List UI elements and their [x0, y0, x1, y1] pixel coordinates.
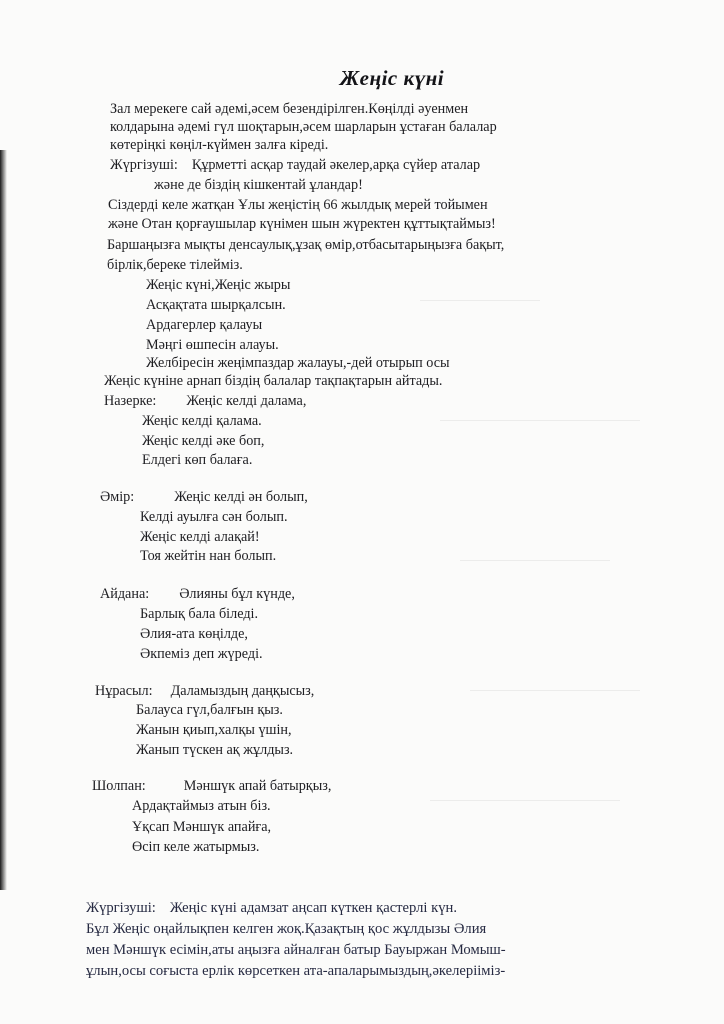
closing-line: Бұл Жеңіс оңайлықпен келген жоқ.Қазақтың қос жұлдызы Әлия	[86, 921, 487, 937]
host-text: Құрметті асқар таудай әкелер,арқа сүйер аталар	[191, 157, 481, 173]
poem-line: Ардагерлер қалауы	[146, 317, 263, 333]
verse-line: Жанып түскен ақ жұлдыз.	[136, 742, 294, 758]
verse-line: Жеңіс келді қалама.	[142, 413, 262, 429]
greeting-line: Баршаңызға мықты денсаулық,ұзақ өмір,отбасытарыңызға бақыт,	[107, 237, 505, 253]
verse-line: Өсіп келе жатырмыз.	[132, 839, 260, 855]
verse-line: Елдегі көп балаға.	[142, 452, 253, 468]
poem-line: Жеңіс күні,Жеңіс жыры	[146, 277, 291, 293]
verse-line	[100, 488, 308, 506]
speaker-label: Нұрасыл:	[95, 683, 153, 699]
closing-text: Жеңіс күні адамзат аңсап күткен қастерлі күн.	[169, 900, 457, 916]
verse-line	[95, 682, 314, 700]
document-title: Жеңіс күні	[339, 66, 445, 90]
greeting-line: бірлік,береке тілейміз.	[107, 257, 243, 273]
closing-line: ұлын,осы соғыста ерлік көрсеткен ата-апаларымыздың,әкелерііміз-	[86, 963, 506, 979]
host-line	[110, 156, 480, 174]
closing-line: мен Мәншүк есімін,аты аңызға айналған батыр Бауыржан Момыш-	[86, 942, 506, 958]
verse-line: Барлық бала біледі.	[140, 606, 259, 622]
verse-line	[100, 585, 295, 603]
speaker-label: Шолпан:	[92, 778, 146, 794]
verse-text: Жеңіс келді ән болып,	[174, 489, 308, 505]
verse-line: Келді ауылға сән болып.	[140, 509, 288, 525]
verse-line	[92, 777, 331, 795]
speaker-label: Айдана:	[100, 586, 150, 602]
host-line: және де біздің кішкентай ұландар!	[154, 177, 363, 193]
poem-tail: Жеңіс күніне арнап біздің балалар тақпақтарын айтады.	[104, 373, 443, 389]
verse-line: Әлия-ата көңілде,	[140, 626, 248, 642]
speaker-label: Жүргізуші:	[86, 900, 156, 916]
speaker-label: Жүргізуші:	[110, 157, 178, 173]
verse-line: Әкпеміз деп жүреді.	[140, 646, 263, 662]
greeting-line: және Отан қорғаушылар күнімен шын жүректен құттықтаймыз!	[108, 216, 496, 232]
intro-line: көтеріңкі көңіл-күймен залға кіреді.	[110, 137, 329, 153]
speaker-label: Әмір:	[100, 489, 135, 505]
bleed-through-mark	[420, 300, 540, 301]
verse-line: Ұқсап Мәншүк апайға,	[132, 819, 272, 835]
scan-edge-shadow	[0, 150, 7, 890]
bleed-through-mark	[430, 800, 620, 801]
poem-line: Желбіресін жеңімпаздар жалауы,-дей отырып осы	[146, 355, 450, 371]
poem-line: Мәңгі өшпесін алауы.	[146, 337, 279, 353]
verse-text: Жеңіс келді далама,	[186, 393, 307, 409]
intro-line: Зал мерекеге сай әдемі,әсем безендірілген.Көңілді әуенмен	[110, 101, 469, 117]
bleed-through-mark	[470, 690, 640, 691]
intro-line: колдарына әдемі гүл шоқтарын,әсем шарларын ұстаған балалар	[110, 119, 497, 135]
verse-line: Жеңіс келді әке боп,	[142, 433, 265, 449]
poem-line: Асқақтата шырқалсын.	[146, 297, 286, 313]
closing-line	[86, 899, 457, 917]
greeting-line: Сіздерді келе жатқан Ұлы жеңістің 66 жылдық мерей тойымен	[108, 197, 488, 213]
verse-line: Тоя жейтін нан болып.	[140, 548, 277, 564]
verse-text: Даламыздың даңқысыз,	[170, 683, 315, 699]
bleed-through-mark	[440, 420, 640, 421]
verse-line: Балауса гүл,балғын қыз.	[136, 702, 283, 718]
verse-line: Ардақтаймыз атын біз.	[132, 798, 271, 814]
verse-text: Әлияны бұл күнде,	[179, 586, 295, 602]
verse-line	[104, 392, 306, 410]
bleed-through-mark	[460, 560, 610, 561]
speaker-label: Назерке:	[104, 393, 157, 409]
verse-line: Жанын қиып,халқы үшін,	[136, 722, 292, 738]
verse-line: Жеңіс келді алақай!	[140, 529, 260, 545]
verse-text: Мәншүк апай батырқыз,	[183, 778, 332, 794]
